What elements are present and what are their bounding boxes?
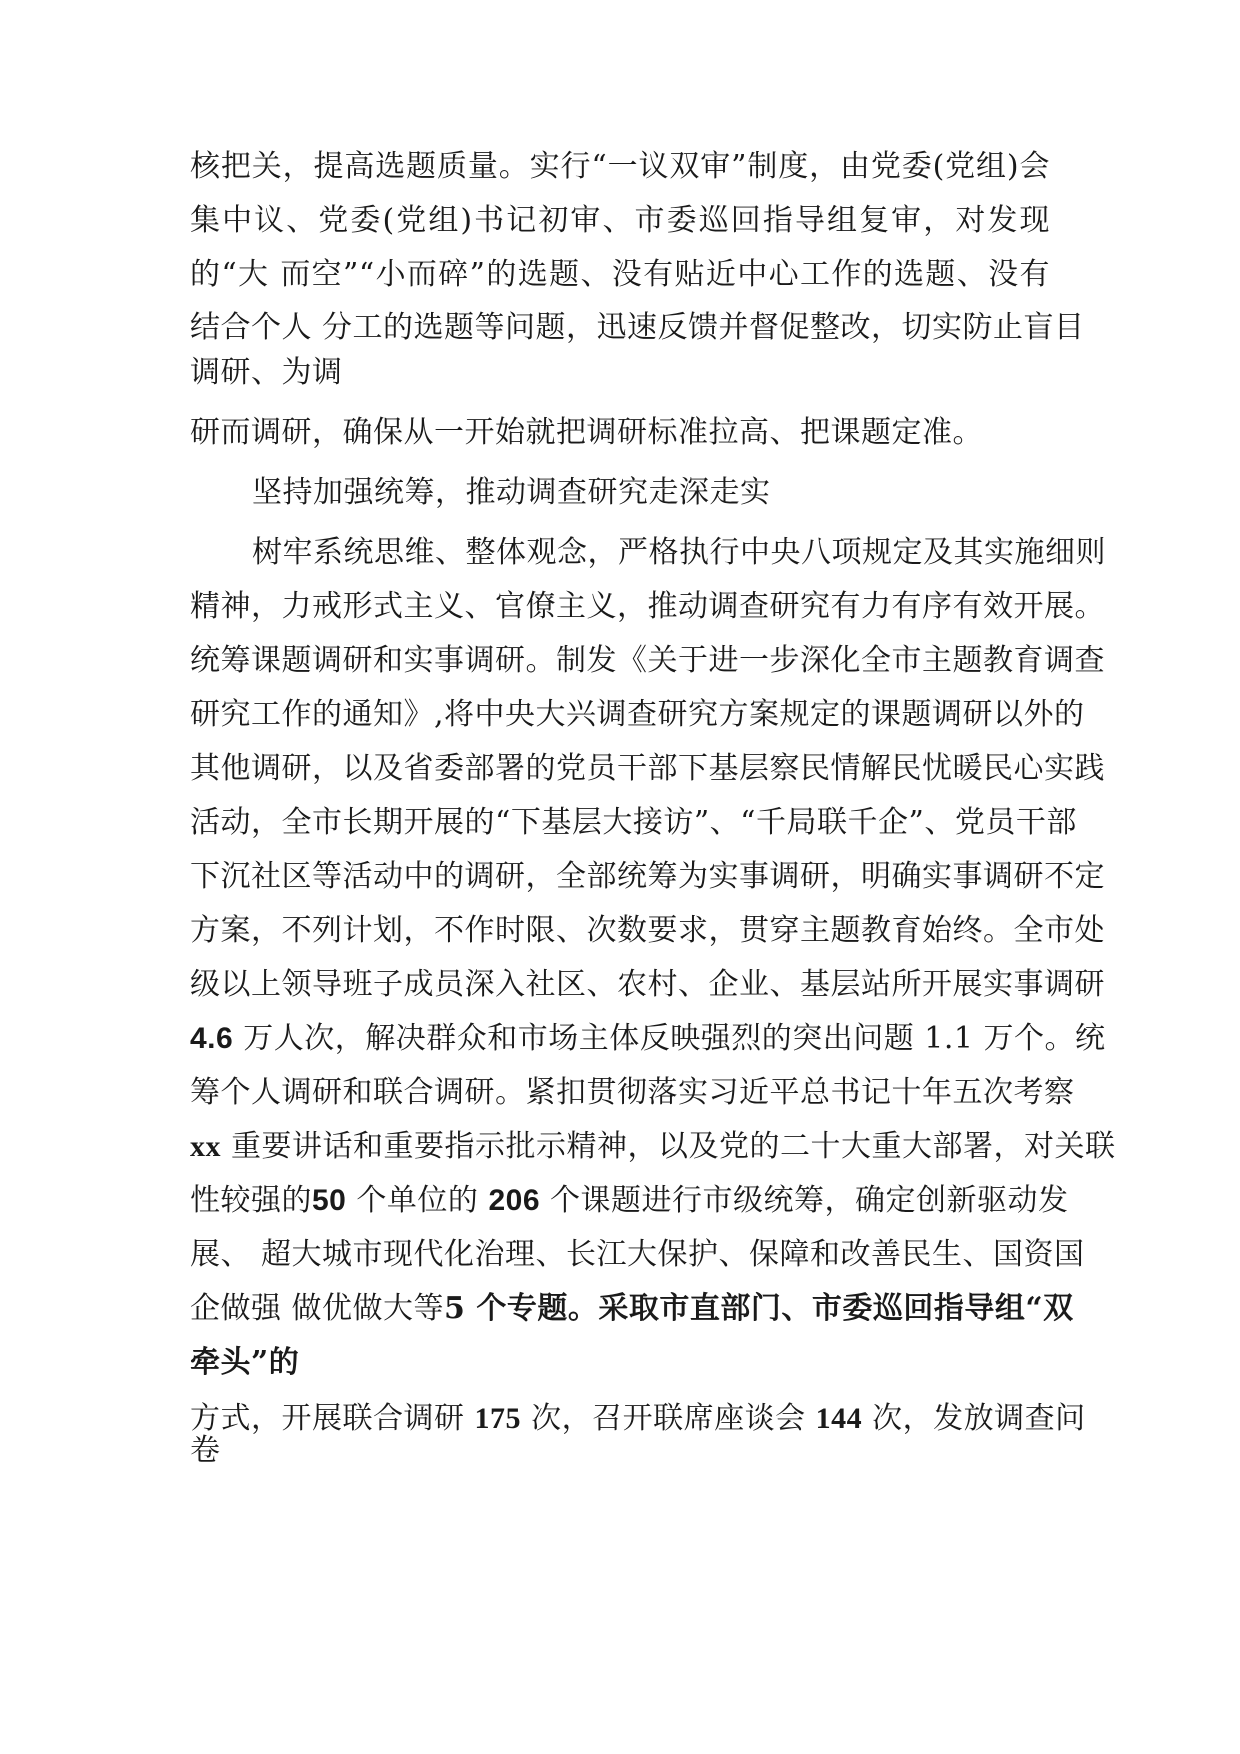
stat-number: 4.6 <box>190 1022 234 1055</box>
section-heading: 坚持加强统筹，推动调查研究走深走实 <box>252 475 771 510</box>
paragraph-line: 研究工作的通知》,将中央大兴调查研究方案规定的课题调研以外的 <box>190 697 1085 732</box>
line-text: 性较强的 <box>190 1183 312 1218</box>
line-text: 方式，开展联合调研 <box>190 1401 475 1436</box>
paragraph-line: 牵头”的 <box>190 1345 300 1380</box>
paragraph-line: 精神，力戒形式主义、官僚主义，推动调查研究有力有序有效开展。 <box>190 589 1105 624</box>
line-text: 次，发放调查问 <box>862 1401 1086 1436</box>
paragraph-line <box>190 1128 1116 1166</box>
paragraph-line <box>190 1182 1069 1220</box>
paragraph-line: 级以上领导班子成员深入社区、农村、企业、基层站所开展实事调研 <box>190 967 1105 1002</box>
line-text: 个课题进行市级统筹，确定创新驱动发 <box>540 1183 1069 1218</box>
paragraph-line: 统筹课题调研和实事调研。制发《关于进一步深化全市主题教育调查 <box>190 643 1105 678</box>
paragraph-line: 集中议、党委(党组)书记初审、市委巡回指导组复审，对发现 <box>190 203 1050 238</box>
line-text: 企做强 做优做大等 <box>190 1291 445 1326</box>
line-text: 个单位的 <box>346 1183 489 1218</box>
paragraph-line: 下沉社区等活动中的调研，全部统筹为实事调研，明确实事调研不定 <box>190 859 1105 894</box>
paragraph-line: 方案，不列计划，不作时限、次数要求，贯穿主题教育始终。全市处 <box>190 913 1105 948</box>
line-text: 重要讲话和重要指示批示精神，以及党的二十大重大部署，对关联 <box>221 1129 1116 1164</box>
stat-number: 50 <box>312 1184 347 1217</box>
paragraph-line: 其他调研，以及省委部署的党员干部下基层察民情解民忧暖民心实践 <box>190 751 1105 786</box>
paragraph-line: 的“大 而空”“小而碎”的选题、没有贴近中心工作的选题、没有 <box>190 257 1050 292</box>
placeholder-code: xx <box>190 1130 221 1163</box>
paragraph-line: 卷 <box>190 1433 221 1468</box>
paragraph-line: 展、 超大城市现代化治理、长江大保护、保障和改善民生、国资国 <box>190 1237 1085 1272</box>
paragraph-line: 研而调研，确保从一开始就把调研标准拉高、把课题定准。 <box>190 415 983 450</box>
paragraph-line: 筹个人调研和联合调研。紧扣贯彻落实习近平总书记十年五次考察 <box>190 1075 1075 1110</box>
paragraph-line <box>190 1290 1074 1328</box>
line-text: 次，召开联席座谈会 <box>521 1401 816 1436</box>
paragraph-line: 活动，全市长期开展的“下基层大接访”、“千局联千企”、党员干部 <box>190 805 1077 840</box>
stat-number: 144 <box>815 1402 863 1435</box>
paragraph-line <box>190 1020 1106 1058</box>
paragraph-line: 结合个人 分工的选题等问题，迅速反馈并督促整改，切实防止盲目 <box>190 310 1085 345</box>
paragraph-line: 树牢系统思维、整体观念，严格执行中央八项规定及其实施细则 <box>252 535 1106 570</box>
paragraph-line <box>190 1400 1086 1438</box>
bold-text: 5 个专题。采取市直部门、市委巡回指导组“双 <box>444 1291 1074 1326</box>
paragraph-line: 调研、为调 <box>190 355 343 390</box>
stat-number: 175 <box>474 1402 522 1435</box>
stat-number: 206 <box>488 1184 541 1217</box>
paragraph-line: 核把关，提高选题质量。实行“一议双审”制度，由党委(党组)会 <box>190 149 1050 184</box>
line-text: 万人次，解决群众和市场主体反映强烈的突出问题 1.1 万个。统 <box>233 1021 1106 1056</box>
